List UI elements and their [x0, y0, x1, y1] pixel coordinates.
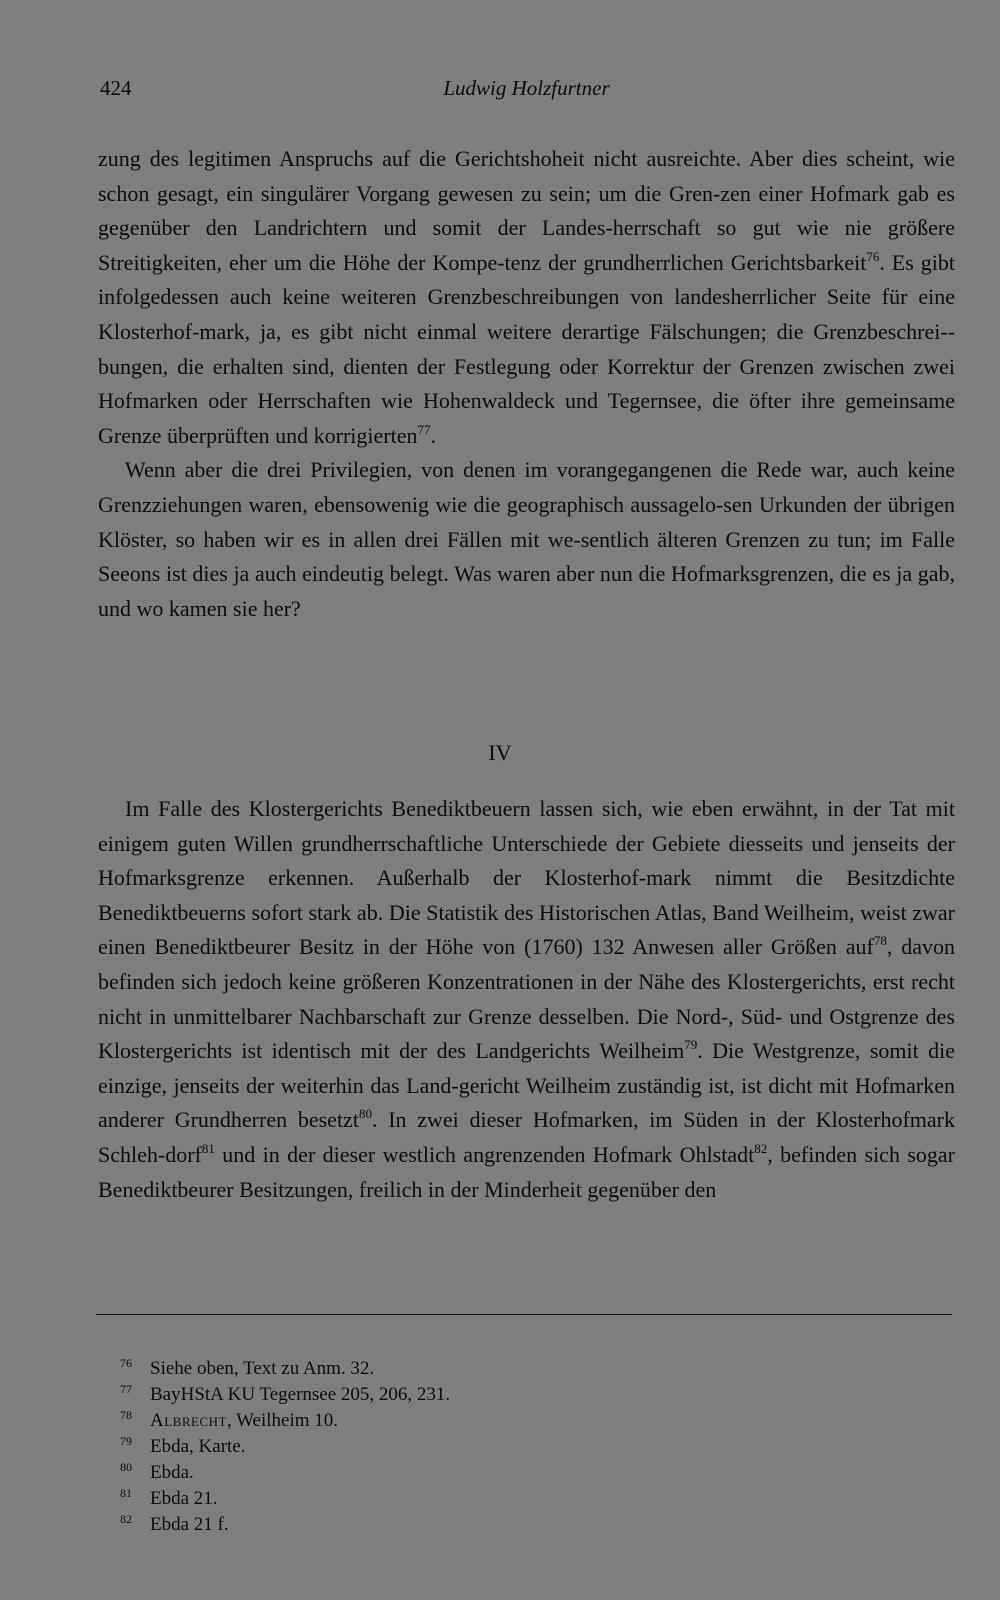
footnote-marker: 81: [201, 1140, 215, 1156]
paragraph-text: zung des legitimen Anspruchs auf die Gerichtshoheit nicht ausreichte. Aber dies scheint, wie schon gesagt, ein singulärer Vorgang gewesen zu sein; um die Gren-zen einer Hofmark gab es gegenüber den Landrichtern und somit der Landes-herrschaft so gut wie nie größere Streitigkeiten, eher um die Höhe der Kompe-tenz der grundherrlichen Gerichtsbarkeit: [98, 146, 955, 275]
paragraph-text: . Es gibt infolgedessen auch keine weiteren Grenzbeschreibungen von landesherrlicher Seite für eine Klosterhof-mark, ja, es gibt nicht einmal weitere derartige Fälschungen; die Grenzbeschrei-bungen, die erhalten sind, dienten der Festlegung oder Korrektur der Grenzen zwischen zwei Hofmarken oder Herrschaften wie Hohenwaldeck und Tegernsee, die öfter ihre gemeinsame Grenze überprüften und korrigierten: [98, 249, 956, 448]
paragraph: [98, 792, 955, 1207]
footnote: [120, 1356, 820, 1382]
footnote: [120, 1408, 820, 1434]
paragraph-text: .: [430, 422, 436, 448]
footnote-text: Ebda.: [150, 1462, 194, 1483]
footnote-text: Siehe oben, Text zu Anm. 32.: [150, 1358, 375, 1379]
footnote: [120, 1434, 820, 1460]
footnote: [120, 1512, 820, 1538]
page-header: [100, 76, 953, 106]
paragraph-text: . Die Westgrenze, somit die einzige, jenseits der weiterhin das Land-gericht Weilheim zuständig ist, ist dicht mit Hofmarken anderer Grundherren besetzt: [98, 1038, 955, 1133]
paragraph-text: und in der dieser westlich angrenzenden Hofmark Ohlstadt: [214, 1141, 755, 1167]
paragraph-text: . In zwei dieser Hofmarken, im Süden in der Klosterhofmark Schleh-dorf: [98, 1107, 956, 1167]
footnote-divider: [96, 1314, 952, 1315]
paragraph-text: , befinden sich sogar Benediktbeurer Besitzungen, freilich in der Minderheit gegenüber den: [98, 1141, 955, 1202]
footnote-number: 80: [120, 1460, 132, 1474]
footnotes: [120, 1356, 820, 1538]
footnote-marker: 76: [866, 248, 880, 264]
footnote: [120, 1382, 820, 1408]
paragraph-text: Wenn aber die drei Privilegien, von denen im vorangegangenen die Rede war, auch keine Grenzziehungen waren, ebensowenig wie die geographisch aussagelo-sen Urkunden der übrigen Klöster, so haben wir es in allen drei Fällen mit we-sentlich älteren Grenzen zu tun; im Falle Seeons ist dies ja auch eindeutig belegt. Was waren aber nun die Hofmarksgrenzen, die es ja gab, und wo kamen sie her?: [98, 457, 955, 621]
footnote-text: Ebda, Karte.: [150, 1436, 246, 1457]
footnote-text: Ebda 21 f.: [150, 1514, 229, 1535]
footnote-text: Ebda 21.: [150, 1488, 218, 1509]
page-number: 424: [100, 76, 132, 100]
footnote-number: 78: [120, 1408, 132, 1422]
footnote-marker: 82: [754, 1140, 768, 1156]
footnote-number: 79: [120, 1434, 132, 1448]
text-block-lower: [98, 792, 955, 1207]
paragraph: [98, 142, 955, 453]
footnote-number: 77: [120, 1382, 132, 1396]
footnote-marker: 78: [873, 933, 887, 949]
footnote-number: 82: [120, 1512, 132, 1526]
section-heading: IV: [488, 740, 512, 765]
paragraph-text: , davon befinden sich jedoch keine größeren Konzentrationen in der Nähe des Klostergerichts, erst recht nicht in unmittelbarer Nachbarschaft zur Grenze desselben. Die Nord-, Süd- und Ostgrenze des Klostergerichts ist identisch mit der des Landgerichts Weilheim: [98, 934, 955, 1064]
footnote-marker: 77: [417, 421, 431, 437]
footnote-marker: 80: [358, 1106, 372, 1122]
paragraph: [98, 453, 955, 626]
footnote-text: BayHStA KU Tegernsee 205, 206, 231.: [150, 1384, 451, 1405]
footnote-number: 81: [120, 1486, 132, 1500]
paragraph-text: Im Falle des Klostergerichts Benediktbeuern lassen sich, wie eben erwähnt, in der Tat mit einigem guten Willen grundherrschaftliche Unterschiede der Gebiete diesseits und jenseits der Hofmarksgrenze erkennen. Außerhalb der Klosterhof-mark nimmt die Besitzdichte Benediktbeuerns sofort stark ab. Die Statistik des Historischen Atlas, Band Weilheim, weist zwar einen Benediktbeurer Besitz in der Höhe von (1760) 132 Anwesen aller Größen auf: [98, 796, 955, 960]
footnote-marker: 79: [684, 1037, 698, 1053]
running-head: Ludwig Holzfurtner: [443, 76, 610, 100]
footnote-number: 76: [120, 1356, 132, 1370]
footnote: [120, 1460, 820, 1486]
footnote-author: Albrecht: [150, 1410, 227, 1431]
footnote-text: [150, 1408, 338, 1434]
footnote-text-rest: , Weilheim 10.: [226, 1410, 339, 1431]
footnote: [120, 1486, 820, 1512]
text-block-upper: [98, 142, 955, 626]
